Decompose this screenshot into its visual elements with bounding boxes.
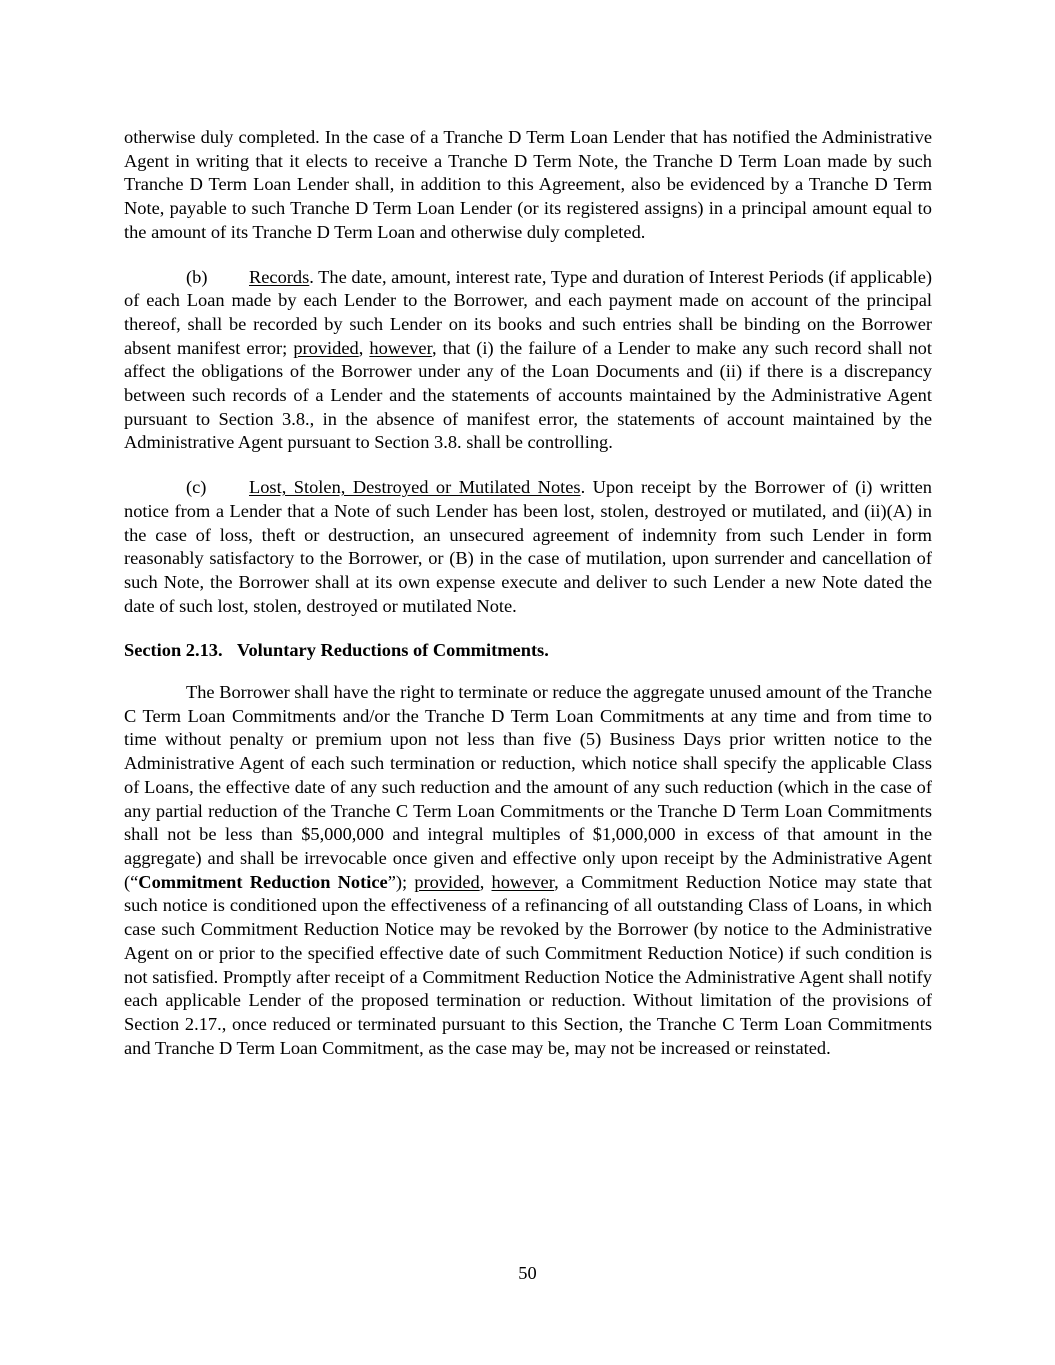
section-text: The Borrower shall have the right to terminate or reduce the aggregate unused amount of the Tranche C Term Loan Commitments and/or the Tranche D Term Loan Commitments at any time and from time to time without penalty or premium upon not less than five (5) Business Days prior written notice to the Administrative Agent of each such termination or reduction, which notice shall specify the applicable Class of Loans, the effective date of any such reduction and the amount of any such reduction (which in the case of any partial reduction of the Tranche C Term Loan Commitments or the Tranche D Term Loan Commitments shall not be less than $5,000,000 and integral multiples of $1,000,000 in excess of that amount in the aggregate) and shall be irrevocable once given and effective only upon receipt by the Administrative Agent (“ [124, 682, 932, 892]
section-title: Voluntary Reductions of Commitments. [236, 640, 549, 661]
continuation-text: otherwise duly completed. In the case of a Tranche D Term Loan Lender that has notified the Administrative Agent in writing that it elects to receive a Tranche D Term Note, the Tranche D Term Loan made by such Tranche D Term Loan Lender shall, in addition to this Agreement, also be evidenced by a Tranche D Term Note, payable to such Tranche D Term Loan Lender (or its registered assigns) in a principal amount equal to the amount of its Tranche D Term Loan and otherwise duly completed. [124, 127, 932, 242]
document-body [124, 126, 932, 1060]
section-provided-term: provided [414, 871, 480, 892]
comma-separator: , [358, 337, 370, 358]
section-heading [124, 639, 932, 663]
section-text-continued: , a Commitment Reduction Notice may state that such notice is conditioned upon the effectiveness of a refinancing of all outstanding Class of Loans, in which case such Commitment Reduction Notice may be revoked by the Borrower (by notice to the Administrative Agent on or prior to the specified effective date of such Commitment Reduction Notice) if such condition is not satisfied. Promptly after receipt of a Commitment Reduction Notice the Administrative Agent shall notify each applicable Lender of the proposed termination or reduction. Without limitation of the provisions of Section 2.17., once reduced or terminated pursuant to this Section, the Tranche C Term Loan Commitments and Tranche D Term Loan Commitment, as the case may be, may not be increased or reinstated. [124, 871, 933, 1058]
paragraph-b-records [124, 266, 932, 456]
paragraph-b-text: . The date, amount, interest rate, Type and duration of Interest Periods (if applicable) of each Loan made by each Lender to the Borrower, and each payment made on account of the principal thereof, shall be recorded by such Lender on its books and such entries shall be binding on the Borrower absent manifest error; [124, 266, 932, 358]
paragraph-c-label: (c) [186, 477, 207, 498]
page-number: 50 [518, 1263, 537, 1283]
paragraph-c-lost-notes [124, 476, 932, 618]
section-however-term: however [491, 871, 555, 892]
section-number: Section 2.13. [124, 640, 223, 661]
section-comma-separator: , [479, 871, 492, 892]
however-term: however [369, 337, 432, 358]
defined-term-commitment-reduction-notice: Commitment Reduction Notice [138, 871, 388, 892]
continuation-paragraph [124, 126, 932, 245]
provided-term: provided [293, 337, 359, 358]
records-heading: Records [249, 266, 310, 287]
section-body-paragraph [124, 681, 932, 1060]
paragraph-b-label: (b) [186, 266, 208, 287]
lost-notes-heading: Lost, Stolen, Destroyed or Mutilated Notes [249, 477, 581, 498]
paragraph-c-text: . Upon receipt by the Borrower of (i) written notice from a Lender that a Note of such Lender has been lost, stolen, destroyed or mutilated, and (ii)(A) in the case of loss, theft or destruction, an unsecured agreement of indemnity from such Lender in form reasonably satisfactory to the Borrower, or (B) in the case of mutilation, upon surrender and cancellation of such Note, the Borrower shall at its own expense execute and deliver to such Lender a new Note dated the date of such lost, stolen, destroyed or mutilated Note. [124, 477, 932, 616]
paragraph-b-text-continued: , that (i) the failure of a Lender to make any such record shall not affect the obligations of the Borrower under any of the Loan Documents and (ii) if there is a discrepancy between such records of a Lender and the statements of accounts maintained by the Administrative Agent pursuant to Section 3.8., in the absence of manifest error, the statements of account maintained by the Administrative Agent pursuant to Section 3.8. shall be controlling. [124, 337, 932, 453]
section-text-close-quote: ”); [387, 871, 415, 892]
